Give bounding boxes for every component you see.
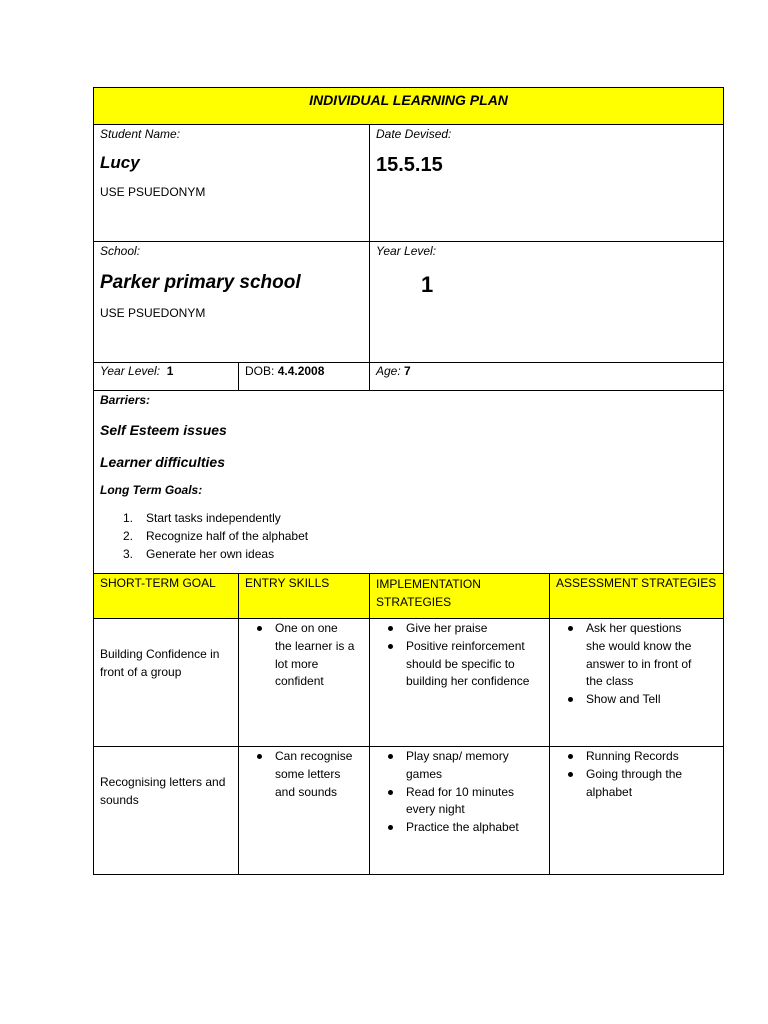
learning-plan-form [93, 87, 724, 875]
assessment-cell [550, 747, 723, 874]
info-age-value: 7 [404, 364, 411, 378]
plan-row [94, 619, 723, 747]
info-dob-label: DOB: [245, 364, 275, 378]
student-name: Lucy [100, 153, 140, 172]
header-short-term-goal: SHORT-TERM GOAL [94, 574, 239, 618]
long-term-goals-list [100, 509, 717, 563]
entry-skills-cell [239, 619, 370, 746]
header-implementation-strategies: IMPLEMENTATION STRATEGIES [370, 574, 550, 618]
header-assessment-strategies: ASSESSMENT STRATEGIES [556, 576, 717, 590]
entry-skill-item: Can recognise some letters and sounds [245, 748, 355, 801]
goal-item: 2. Recognize half of the alphabet [123, 529, 309, 543]
info-dob-value: 4.4.2008 [277, 364, 325, 378]
student-cell [94, 125, 370, 241]
info-dob-cell [239, 363, 370, 390]
school-label: School: [100, 244, 141, 258]
entry-skills-cell [239, 747, 370, 874]
barriers-label: Barriers: [100, 393, 151, 407]
barriers-cell [94, 391, 723, 573]
title-row [94, 88, 723, 125]
entry-skill-item: One on one the learner is a lot more confident [245, 620, 355, 691]
barriers-row [94, 391, 723, 574]
info-row [94, 363, 723, 391]
goal-item: 1. Start tasks independently [123, 511, 281, 525]
info-year-label: Year Level: [100, 364, 161, 378]
goal-item: 3. Generate her own ideas [123, 547, 275, 561]
student-pseudonym-note: USE PSUEDONYM [100, 185, 206, 199]
info-year-value: 1 [166, 364, 174, 378]
school-row [94, 242, 723, 363]
implementation-item: Positive reinforcement should be specific to building her confidence [376, 638, 543, 691]
form-title: INDIVIDUAL LEARNING PLAN [309, 92, 508, 108]
short-term-goal: Building Confidence in front of a group [94, 619, 239, 746]
barrier-item: Learner difficulties [100, 454, 226, 470]
date-devised-label: Date Devised: [376, 127, 452, 141]
date-devised-value: 15.5.15 [376, 154, 443, 176]
implementation-cell [370, 619, 550, 746]
date-devised-cell [370, 125, 723, 241]
info-age-cell [370, 363, 723, 390]
assessment-item: Ask her questions she would know the answer to in front of the class [556, 620, 703, 691]
short-term-goal: Recognising letters and sounds [94, 747, 239, 874]
school-pseudonym-note: USE PSUEDONYM [100, 306, 206, 320]
year-level-label: Year Level: [376, 244, 437, 258]
plan-header-row [94, 574, 723, 619]
info-age-label: Age: [376, 364, 401, 378]
student-name-label: Student Name: [100, 127, 181, 141]
school-cell [94, 242, 370, 362]
long-term-goals-label: Long Term Goals: [100, 483, 203, 497]
assessment-item: Running Records [556, 748, 709, 766]
implementation-item: Give her praise [376, 620, 543, 638]
barrier-item: Self Esteem issues [100, 422, 227, 438]
assessment-item: Going through the alphabet [556, 766, 709, 802]
info-year-cell [94, 363, 239, 390]
assessment-item: Show and Tell [556, 691, 703, 709]
implementation-cell [370, 747, 550, 874]
implementation-item: Play snap/ memory games [376, 748, 543, 784]
student-row [94, 125, 723, 242]
year-level-cell [370, 242, 723, 362]
header-entry-skills: ENTRY SKILLS [239, 574, 370, 618]
plan-row [94, 747, 723, 874]
year-level-value: 1 [421, 272, 434, 297]
implementation-item: Practice the alphabet [376, 819, 543, 837]
school-name: Parker primary school [100, 272, 301, 293]
implementation-item: Read for 10 minutes every night [376, 784, 543, 820]
assessment-cell [550, 619, 723, 746]
